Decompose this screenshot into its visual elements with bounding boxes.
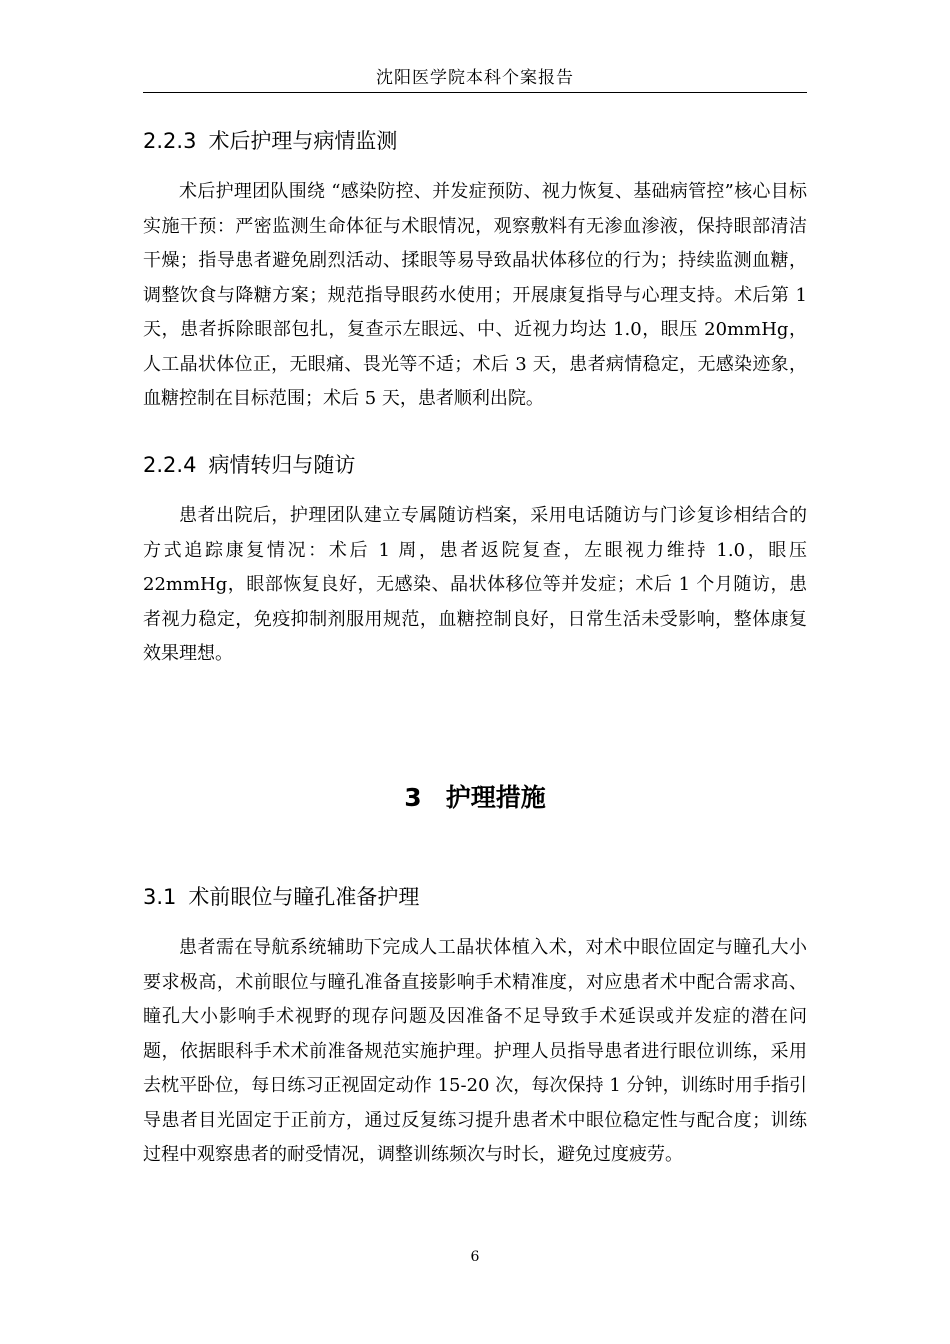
paragraph-followup: 患者出院后，护理团队建立专属随访档案，采用电话随访与门诊复诊相结合的方式追踪康复情况：术后 1 周，患者返院复查，左眼视力维持 1.0，眼压 22mmHg，眼部恢复良好，无感染、晶状体移位等并发症；术后 1 个月随访，患者视力稳定，免疫抑制剂服用规范，血糖控制良好，日常生活未受影响，整体康复效果理想。 xyxy=(143,505,807,664)
section-number: 3.1 xyxy=(143,885,177,909)
section-heading-2-2-4 xyxy=(143,450,807,480)
section-title: 术后护理与病情监测 xyxy=(208,129,398,153)
page-number: 6 xyxy=(470,1249,480,1265)
section-title: 术前眼位与瞳孔准备护理 xyxy=(188,885,420,909)
chapter-number: 3 xyxy=(404,783,422,812)
header-rule xyxy=(143,92,807,93)
paragraph-preop-preparation: 患者需在导航系统辅助下完成人工晶状体植入术，对术中眼位固定与瞳孔大小要求极高，术前眼位与瞳孔准备直接影响手术精准度，对应患者术中配合需求高、瞳孔大小影响手术视野的现存问题及因准备不足导致手术延误或并发症的潜在问题，依据眼科手术术前准备规范实施护理。护理人员指导患者进行眼位训练，采用去枕平卧位，每日练习正视固定动作 15-20 次，每次保持 1 分钟，训练时用手指引导患者目光固定于正前方，通过反复练习提升患者术中眼位稳定性与配合度；训练过程中观察患者的耐受情况，调整训练频次与时长，避免过度疲劳。 xyxy=(143,937,807,1165)
section-title: 病情转归与随访 xyxy=(208,453,356,477)
section-number: 2.2.3 xyxy=(143,129,197,153)
chapter-heading-3 xyxy=(143,780,807,816)
section-heading-3-1 xyxy=(143,882,807,912)
paragraph-postop-care: 术后护理团队围绕 “感染防控、并发症预防、视力恢复、基础病管控”核心目标实施干预：严密监测生命体征与术眼情况，观察敷料有无渗血渗液，保持眼部清洁干燥；指导患者避免剧烈活动、揉眼等易导致晶状体移位的行为；持续监测血糖，调整饮食与降糖方案；规范指导眼药水使用；开展康复指导与心理支持。术后第 1 天，患者拆除眼部包扎，复查示左眼远、中、近视力均达 1.0，眼压 20mmHg，人工晶状体位正，无眼痛、畏光等不适；术后 3 天，患者病情稳定，无感染迹象，血糖控制在目标范围；术后 5 天，患者顺利出院。 xyxy=(143,181,807,409)
chapter-title: 护理措施 xyxy=(445,783,546,812)
section-number: 2.2.4 xyxy=(143,453,197,477)
running-header: 沈阳医学院本科个案报告 xyxy=(376,68,574,88)
section-heading-2-2-3 xyxy=(143,126,807,156)
